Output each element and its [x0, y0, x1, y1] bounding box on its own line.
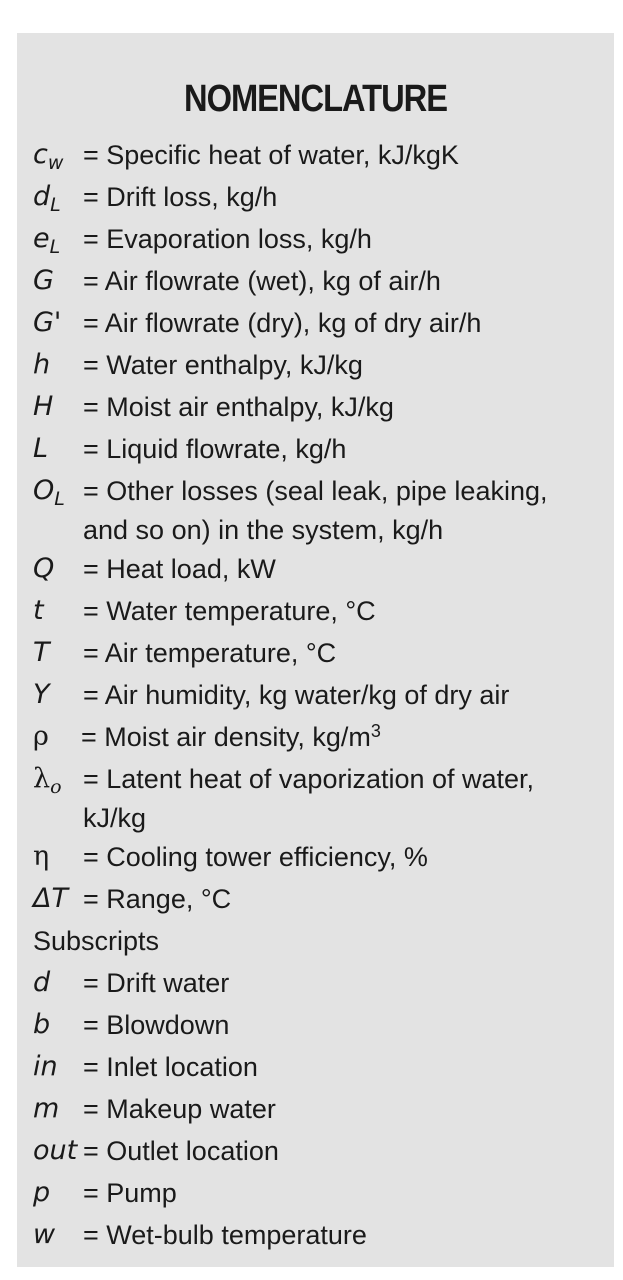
term-symbol: η: [33, 841, 50, 872]
term-definition-line: = Other losses (seal leak, pipe leaking,: [83, 476, 548, 506]
term-definition: = Specific heat of water, kJ/kgK: [83, 140, 459, 170]
term-symbol: t: [33, 595, 44, 626]
term-row: [17, 176, 614, 218]
subscript-row: [17, 1214, 614, 1256]
term-symbol: ρ: [33, 721, 49, 752]
term-row: [17, 428, 614, 470]
subscript-symbol: w: [33, 1219, 56, 1250]
term-row: [17, 344, 614, 386]
term-symbol: h: [33, 349, 51, 380]
subscript-symbol: b: [33, 1009, 51, 1040]
term-row: [17, 386, 614, 428]
term-symbol: ΔT: [33, 883, 68, 914]
term-definition-line: = Latent heat of vaporization of water,: [83, 764, 535, 794]
term-symbol: G': [33, 307, 62, 338]
term-definition: = Cooling tower efficiency, %: [83, 842, 428, 872]
term-definition: = Air temperature, °C: [83, 638, 337, 668]
subscript-row: [17, 1046, 614, 1088]
subscript-row: [17, 1004, 614, 1046]
term-definition: = Moist air enthalpy, kJ/kg: [83, 392, 394, 422]
term-superscript: 3: [370, 721, 381, 741]
term-definition: = Evaporation loss, kg/h: [83, 224, 372, 254]
term-definition: [83, 758, 603, 836]
term-symbol: $d_L$: [33, 181, 61, 216]
term-definition: = Water enthalpy, kJ/kg: [83, 350, 363, 380]
subscript-row: [17, 1172, 614, 1214]
term-definition: = Range, °C: [83, 884, 232, 914]
subscript-definition: = Pump: [83, 1178, 177, 1208]
term-row: [17, 758, 614, 836]
term-definition: = Air flowrate (dry), kg of dry air/h: [83, 308, 482, 338]
subscript-definition: = Wet-bulb temperature: [83, 1220, 367, 1250]
term-row: [17, 632, 614, 674]
term-definition: = Moist air density, $kg/m^3$: [81, 721, 381, 752]
term-row: [17, 548, 614, 590]
term-definition: = Air humidity, kg water/kg of dry air: [83, 680, 510, 710]
term-row: [17, 590, 614, 632]
subscript-definition: = Outlet location: [83, 1136, 279, 1166]
term-row: [17, 218, 614, 260]
subscript-symbol: m: [33, 1093, 60, 1124]
term-symbol: $\lambda_o$: [33, 763, 62, 798]
subscript-row: [17, 1130, 614, 1172]
subscript-symbol: out: [33, 1135, 78, 1166]
term-definition-continuation: and so on) in the system, kg/h: [83, 515, 444, 545]
term-symbol: $c_w$: [33, 139, 64, 174]
term-symbol: T: [33, 637, 50, 668]
term-symbol: Q: [33, 553, 55, 584]
term-symbol: L: [33, 433, 49, 464]
term-definition: [83, 470, 603, 548]
subscript-row: [17, 1088, 614, 1130]
term-symbol: Y: [33, 679, 50, 710]
nomenclature-list: [17, 134, 614, 1256]
term-row: [17, 302, 614, 344]
subscript-definition: = Drift water: [83, 968, 230, 998]
subscript-definition: = Inlet location: [83, 1052, 258, 1082]
subscript-definition: = Blowdown: [83, 1010, 230, 1040]
term-definition: = Heat load, kW: [83, 554, 276, 584]
term-row: [17, 716, 614, 758]
term-definition-continuation: kJ/kg: [83, 803, 147, 833]
term-row: [17, 134, 614, 176]
subscript-row: [17, 962, 614, 1004]
subscripts-heading: Subscripts: [33, 926, 160, 956]
subscript-symbol: p: [33, 1177, 51, 1208]
term-row: [17, 836, 614, 878]
term-symbol: $O_L$: [33, 475, 65, 510]
term-symbol: G: [33, 265, 54, 296]
subscript-symbol: in: [33, 1051, 58, 1082]
nomenclature-title: NOMENCLATURE: [184, 78, 447, 120]
term-definition: = Air flowrate (wet), kg of air/h: [83, 266, 441, 296]
term-row: [17, 260, 614, 302]
term-definition: = Drift loss, kg/h: [83, 182, 278, 212]
term-row: [17, 878, 614, 920]
term-definition: = Water temperature, °C: [83, 596, 376, 626]
subscript-symbol: d: [33, 967, 51, 998]
term-symbol: $e_L$: [33, 223, 61, 258]
term-definition: = Liquid flowrate, kg/h: [83, 434, 347, 464]
term-row: [17, 674, 614, 716]
term-symbol: H: [33, 391, 54, 422]
term-row: [17, 470, 614, 548]
subscript-definition: = Makeup water: [83, 1094, 276, 1124]
